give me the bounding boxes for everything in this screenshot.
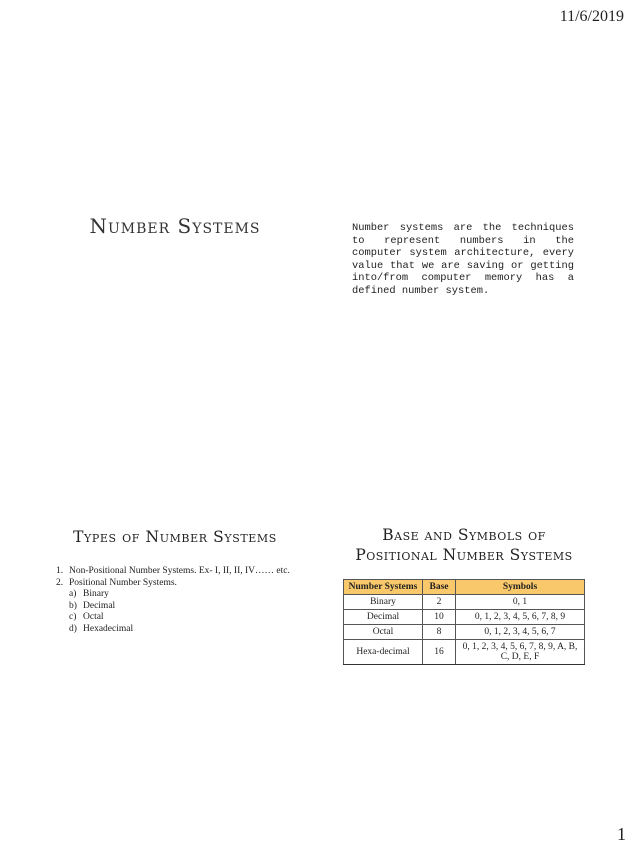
slide-title-number-systems: Number Systems bbox=[89, 214, 261, 238]
table-row bbox=[344, 610, 585, 625]
base-symbols-table bbox=[343, 579, 585, 665]
sub-list-text: Octal bbox=[83, 612, 104, 622]
list-item bbox=[56, 578, 290, 590]
table-cell: Decimal bbox=[344, 610, 423, 625]
page-number: 1 bbox=[617, 824, 626, 844]
column-header: Base bbox=[423, 580, 456, 595]
definition-paragraph: Number systems are the techniques to represent numbers in the computer system architecture, every value that we are saving or getting into/from computer memory has a defined number system. bbox=[352, 222, 574, 297]
sub-list-item bbox=[69, 589, 133, 601]
sub-list-item bbox=[69, 624, 133, 636]
table-cell: 0, 1, 2, 3, 4, 5, 6, 7, 8, 9, A, B, C, D, E, F bbox=[456, 640, 585, 665]
sub-list-item bbox=[69, 601, 133, 613]
table-cell: 0, 1 bbox=[456, 595, 585, 610]
sub-list-text: Hexadecimal bbox=[83, 623, 134, 634]
slide-title-base-symbols bbox=[340, 525, 588, 565]
list-item-text: Positional Number Systems. bbox=[69, 577, 177, 588]
sub-list-letter: d) bbox=[69, 623, 77, 634]
sub-list bbox=[56, 589, 133, 635]
sub-list-text: Decimal bbox=[83, 600, 116, 611]
table-cell: Binary bbox=[344, 595, 423, 610]
types-list bbox=[56, 566, 290, 635]
table-row bbox=[344, 595, 585, 610]
table-header-row bbox=[344, 580, 585, 595]
slide-title-line-1: Base and Symbols of bbox=[382, 526, 546, 544]
table-row bbox=[344, 640, 585, 665]
sub-list-container bbox=[56, 589, 290, 635]
list-item-number: 2. bbox=[56, 577, 64, 588]
sub-list-letter: c) bbox=[69, 612, 77, 622]
table-cell: Hexa-decimal bbox=[344, 640, 423, 665]
column-header: Number Systems bbox=[344, 580, 423, 595]
list-item-number: 1. bbox=[56, 566, 64, 576]
sub-list-text: Binary bbox=[83, 589, 109, 599]
table-cell: 16 bbox=[423, 640, 456, 665]
table-cell: Octal bbox=[344, 625, 423, 640]
list-item bbox=[56, 566, 290, 578]
print-date: 11/6/2019 bbox=[559, 8, 624, 25]
table-cell: 0, 1, 2, 3, 4, 5, 6, 7, 8, 9 bbox=[456, 610, 585, 625]
list-item-text: Non-Positional Number Systems. Ex- I, II, II, IV…… etc. bbox=[69, 566, 290, 576]
column-header: Symbols bbox=[456, 580, 585, 595]
slide-title-line-2: Positional Number Systems bbox=[355, 546, 573, 564]
slide-title-types: Types of Number Systems bbox=[73, 528, 277, 546]
table-cell: 0, 1, 2, 3, 4, 5, 6, 7 bbox=[456, 625, 585, 640]
sub-list-item bbox=[69, 612, 133, 624]
table-row bbox=[344, 625, 585, 640]
table-cell: 10 bbox=[423, 610, 456, 625]
table-cell: 8 bbox=[423, 625, 456, 640]
table-cell: 2 bbox=[423, 595, 456, 610]
sub-list-letter: b) bbox=[69, 600, 77, 611]
sub-list-letter: a) bbox=[69, 589, 77, 599]
